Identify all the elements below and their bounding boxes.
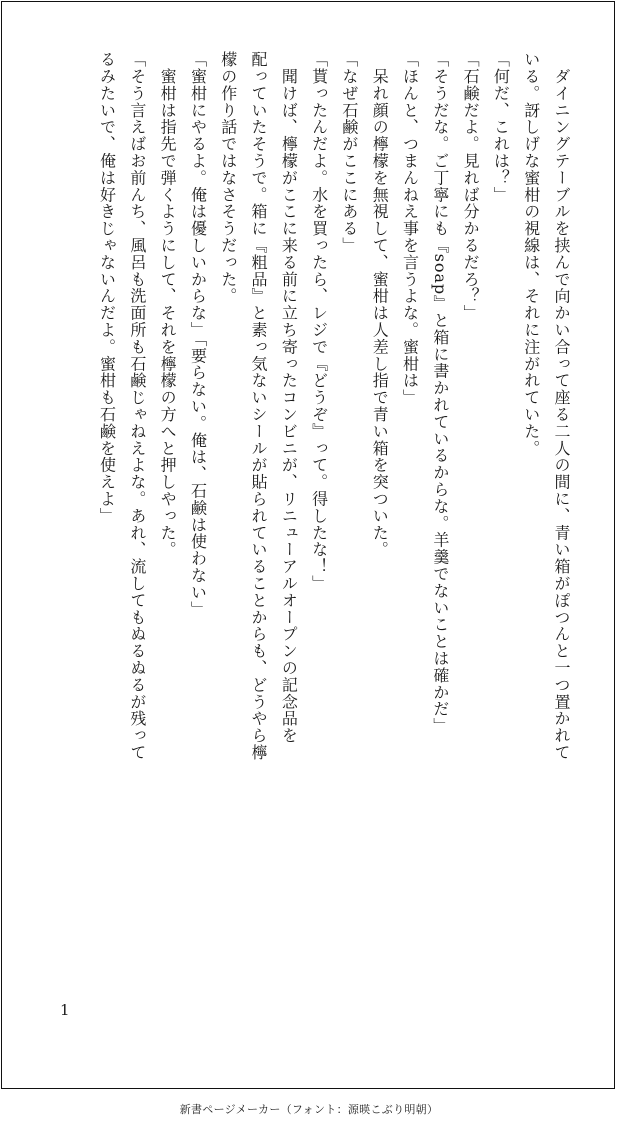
text-line: いる。訝しげな蜜柑の視線は、それに注がれていた。 bbox=[521, 51, 541, 457]
text-line: 呆れ顔の檸檬を無視して、蜜柑は人差し指で青い箱を突ついた。 bbox=[370, 51, 390, 558]
text-line: るみたいで、俺は好きじゃないんだよ。蜜柑も石鹸を使えよ」 bbox=[97, 51, 117, 525]
text-line: ダイニングテーブルを挟んで向かい合って座る二人の間に、青い箱がぽつんと一つ置かれて bbox=[552, 51, 571, 761]
text-line: 「そう言えばお前んち、風呂も洗面所も石鹸じゃねえよな。あれ、流してもぬるぬるが残って bbox=[127, 51, 147, 761]
text-line: 「そうだな。ご丁寧にも『soap』と箱に書かれているからな。羊羹でないことは確かだ」 bbox=[430, 51, 450, 735]
text-line: 「貰ったんだよ。水を買ったら、レジで『どうぞ』って。得したな！」 bbox=[309, 51, 329, 592]
text-line: 「なぜ石鹸がここにある」 bbox=[339, 51, 359, 254]
text-line: 配っていたそうで。箱に『粗品』と素っ気ないシールが貼られていることからも、どうやら檸 bbox=[249, 51, 269, 761]
text-line: 聞けば、檸檬がここに来る前に立ち寄ったコンビニが、リニューアルオープンの記念品を bbox=[279, 51, 299, 744]
text-line: 檬の作り話ではなさそうだった。 bbox=[218, 51, 238, 305]
footer-caption: 新書ページメーカー（フォント：源暎こぶり明朝） bbox=[179, 1103, 439, 1116]
page-frame bbox=[1, 1, 615, 1089]
text-line: 「蜜柑にやるよ。俺は優しいからな」「要らない。俺は、石鹸は使わない」 bbox=[188, 51, 208, 618]
page-number: 1 bbox=[60, 1001, 70, 1019]
text-line: 「ほんと、つまんねえ事を言うよな。蜜柑は」 bbox=[400, 51, 420, 406]
text-line: 「何だ、これは？」 bbox=[491, 51, 511, 204]
vertical-text-body bbox=[96, 51, 576, 951]
text-line: 蜜柑は指先で弾くようにして、それを檸檬の方へと押しやった。 bbox=[158, 51, 178, 558]
text-line: 「石鹸だよ。見れば分かるだろ？」 bbox=[461, 51, 481, 322]
